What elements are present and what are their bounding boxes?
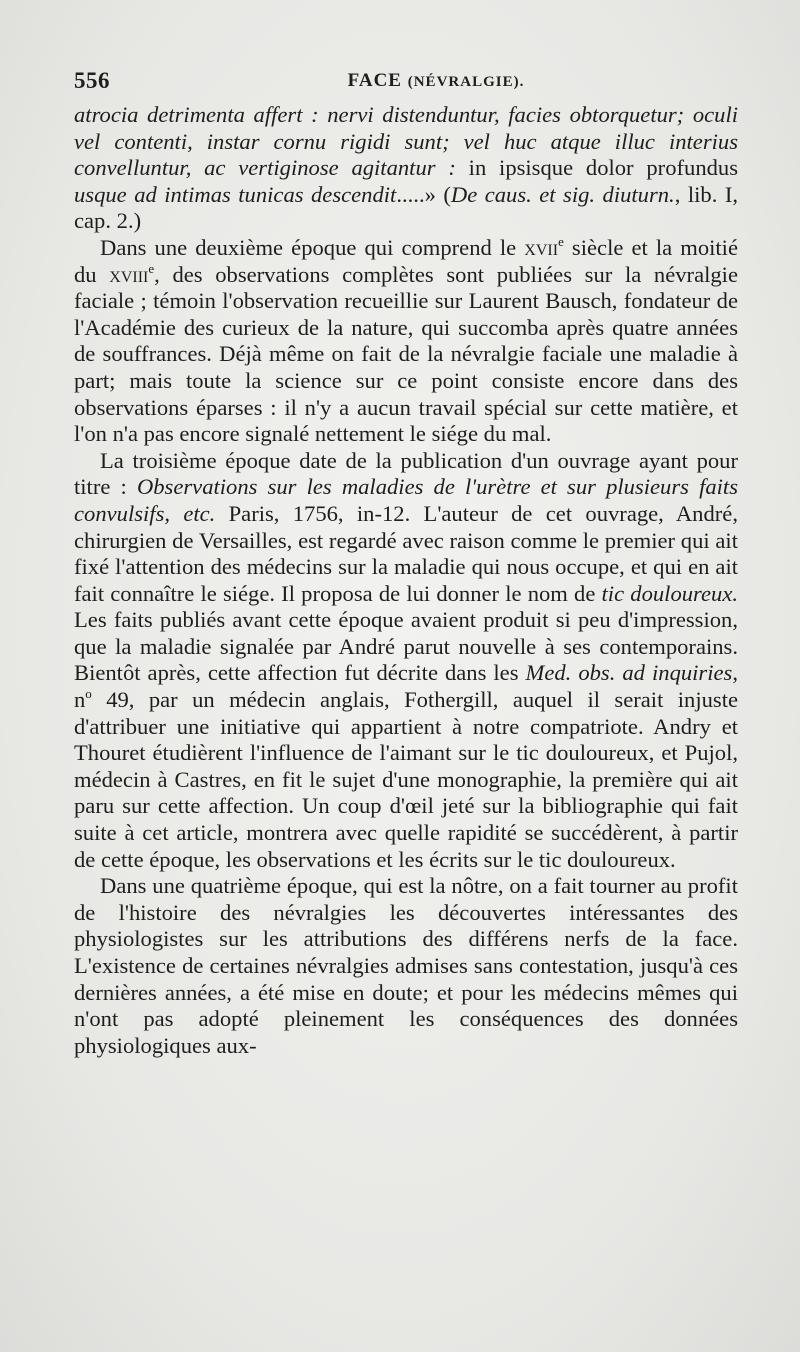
- superscript: e: [558, 233, 564, 249]
- latin-quote: atrocia detrimenta affert : nervi distenduntur, facies obtorquetur; oculi vel contenti, instar cornu rigidi sunt; vel huc atque illuc interius convelluntur, ac vertiginose agitantur :: [74, 102, 738, 181]
- term-italic: tic douloureux.: [601, 580, 738, 606]
- text-run: , des observations complètes sont publiées sur la névralgie faciale ; témoin l'observation recueillie sur Laurent Bausch, fondateur de l'Académie des curieux de la nature, qui succomba après quatre années de souffrances. Déjà même on fait de la névralgie faciale une maladie à part; mais toute la science sur ce point consiste encore dans des observations éparses : il n'y a aucun travail spécial sur cette matière, et l'on n'a pas encore signalé nettement le siége du mal.: [74, 261, 738, 447]
- text-run: siècle et la moitié du: [74, 234, 738, 287]
- text-run: in ipsisque dolor profundus: [455, 155, 739, 181]
- century-numeral: xvii: [524, 234, 559, 260]
- text-run: , n: [74, 660, 738, 713]
- century-numeral: xviii: [109, 261, 149, 287]
- page-header: [74, 66, 738, 100]
- body-text: [74, 102, 738, 1059]
- text-run: Les faits publiés avant cette époque avaient produit si peu d'impression, que la maladie signalée par André parut nouvelle à ses contemporains. Bientôt après, cette affection fut décrite dans les: [74, 607, 738, 686]
- running-head: [74, 70, 738, 92]
- superscript: e: [148, 260, 155, 276]
- page-number: 556: [74, 68, 110, 93]
- journal-title: Med. obs. ad inquiries: [525, 660, 733, 686]
- paragraph-second-epoch: [74, 235, 738, 448]
- text-run: Dans une quatrième époque, qui est la nôtre, on a fait tourner au profit de l'histoire des névralgies les découvertes intéressantes des physiologistes sur les attributions des différens nerfs de la face. L'existence de certaines névralgies admises sans contestation, jusqu'à ces dernières années, a été mise en doute; et pour les médecins mêmes qui n'ont pas adopté pleinement les conséquences des données physiologiques aux-: [74, 873, 738, 1058]
- text-run: La troisième époque date de la publication d'un ouvrage ayant pour titre :: [74, 447, 738, 500]
- paragraph-third-epoch: [74, 448, 738, 874]
- latin-quote: usque ad intimas tunicas descendit: [74, 181, 397, 207]
- paragraph-fourth-epoch: [74, 873, 738, 1059]
- text-run: , lib. I, cap. 2.): [74, 181, 738, 234]
- citation-title: De caus. et sig. diuturn.: [450, 181, 675, 207]
- text-run: 49, par un médecin anglais, Fothergill, auquel il serait injuste d'attribuer une initiative qui appartient à notre compatriote. Andry et Thouret étudièrent l'influence de l'aimant sur le tic douloureux, et Pujol, médecin à Castres, en fit le sujet d'une monographie, la première qui ait paru sur cette affection. Un coup d'œil jeté sur la bibliographie qui fait suite à cet article, montrera avec quelle rapidité se succédèrent, à partir de cette époque, les observations et les écrits sur le tic douloureux.: [74, 687, 738, 872]
- work-title: Observations sur les maladies de l'urètre et sur plusieurs faits convulsifs, etc.: [74, 474, 738, 526]
- superscript: o: [85, 686, 92, 702]
- paragraph-quote-continuation: [74, 102, 738, 235]
- running-head-subtitle: (NÉVRALGIE).: [407, 74, 525, 90]
- text-run: Paris, 1756, in-12. L'auteur de cet ouvrage, André, chirurgien de Versailles, est regardé avec raison comme le premier qui ait fixé l'attention des médecins sur la maladie qui nous occupe, et qui en ait fait connaître le siége. Il proposa de lui donner le nom de: [74, 500, 738, 606]
- text-run: Dans une deuxième époque qui comprend le: [100, 234, 525, 260]
- running-head-title: FACE: [347, 70, 402, 91]
- text-run: .....» (: [396, 181, 451, 207]
